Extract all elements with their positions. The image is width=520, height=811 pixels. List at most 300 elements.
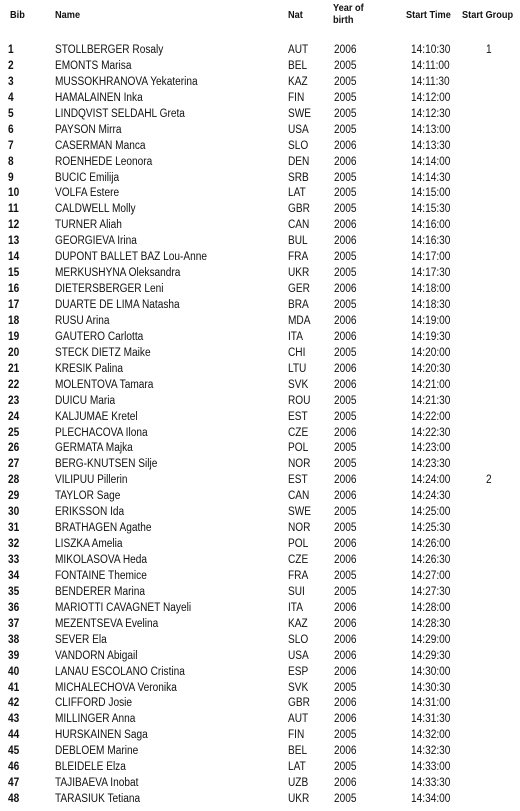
start-time-cell: 14:26:30 <box>411 554 451 566</box>
year-of-birth-cell: 2005 <box>334 346 357 359</box>
start-time-cell: 14:13:30 <box>411 139 451 152</box>
year-of-birth-cell: 2006 <box>334 745 357 758</box>
year-of-birth-cell: 2005 <box>334 59 357 72</box>
name-cell: BLEIDELE Elza <box>55 761 126 774</box>
year-of-birth-cell: 2006 <box>334 538 357 551</box>
nat-cell: UZB <box>288 777 309 790</box>
start-time-cell: 14:17:30 <box>411 267 451 280</box>
table-row <box>0 568 520 584</box>
start-group-cell <box>486 711 504 727</box>
nat-cell: FRA <box>288 569 309 582</box>
nat-cell: SLO <box>288 139 309 152</box>
nat-cell: BEL <box>288 745 308 758</box>
nat-cell: SWE <box>288 107 312 120</box>
bib-cell: 8 <box>8 155 14 168</box>
year-of-birth-cell: 2006 <box>334 235 357 248</box>
bib-cell: 47 <box>8 777 20 790</box>
nat-cell: CZE <box>288 426 309 439</box>
name-cell: MERKUSHYNA Oleksandra <box>55 267 181 280</box>
bib-cell: 27 <box>8 458 20 471</box>
start-group-cell <box>486 138 504 154</box>
name-cell: LANAU ESCOLANO Cristina <box>55 665 185 678</box>
table-row <box>0 791 520 807</box>
year-of-birth-cell: 2005 <box>334 442 357 455</box>
name-cell: LISZKA Amelia <box>55 538 123 551</box>
nat-cell: KAZ <box>288 617 308 630</box>
bib-cell: 13 <box>8 235 20 248</box>
name-cell: DUICU Maria <box>55 394 116 407</box>
start-group-cell <box>486 456 504 472</box>
name-cell: GAUTERO Carlotta <box>55 330 144 343</box>
bib-cell: 25 <box>8 426 20 439</box>
start-time-cell: 14:17:00 <box>411 251 451 264</box>
year-of-birth-cell: 2006 <box>334 665 357 678</box>
start-group-cell <box>486 106 504 122</box>
year-of-birth-cell: 2005 <box>334 506 357 519</box>
year-of-birth-cell: 2006 <box>334 330 357 343</box>
start-time-cell: 14:24:00 <box>411 474 451 487</box>
table-row <box>0 329 520 345</box>
year-of-birth-cell: 2005 <box>334 171 357 184</box>
bib-cell: 3 <box>8 75 14 88</box>
nat-cell: ITA <box>288 330 304 343</box>
year-of-birth-cell: 2006 <box>334 697 357 710</box>
table-row <box>0 680 520 696</box>
bib-cell: 43 <box>8 713 20 726</box>
start-time-cell: 14:25:30 <box>411 522 451 535</box>
start-group-cell <box>486 281 504 297</box>
start-time-cell: 14:15:30 <box>411 203 451 216</box>
name-cell: PLECHACOVA Ilona <box>55 426 148 439</box>
table-row <box>0 138 520 154</box>
nat-cell: ESP <box>288 665 309 678</box>
nat-cell: ITA <box>288 601 304 614</box>
start-time-cell: 14:32:00 <box>411 729 451 742</box>
table-row <box>0 600 520 616</box>
start-time-cell: 14:33:00 <box>411 761 451 774</box>
table-row <box>0 648 520 664</box>
nat-cell: UKR <box>288 267 310 280</box>
start-time-cell: 14:26:00 <box>411 538 451 551</box>
year-of-birth-cell: 2006 <box>334 617 357 630</box>
name-cell: BENDERER Marina <box>55 585 145 598</box>
name-cell: ERIKSSON Ida <box>55 506 125 519</box>
start-time-cell: 14:28:00 <box>411 601 451 614</box>
table-row <box>0 58 520 74</box>
start-time-cell: 14:21:30 <box>411 394 451 407</box>
header-name: Name <box>55 10 81 21</box>
year-of-birth-cell: 2006 <box>334 474 357 487</box>
start-time-cell: 14:31:30 <box>411 713 451 726</box>
table-row <box>0 759 520 775</box>
table-row <box>0 377 520 393</box>
year-of-birth-cell: 2006 <box>334 426 357 439</box>
table-row <box>0 345 520 361</box>
name-cell: MUSSOKHRANOVA Yekaterina <box>55 75 198 88</box>
table-row <box>0 584 520 600</box>
nat-cell: LAT <box>288 187 306 200</box>
table-row <box>0 727 520 743</box>
year-of-birth-cell: 2005 <box>334 267 357 280</box>
start-group-cell <box>486 440 504 456</box>
table-row <box>0 217 520 233</box>
start-time-cell: 14:27:30 <box>411 585 451 598</box>
bib-cell: 36 <box>8 601 20 614</box>
year-of-birth-cell: 2005 <box>334 75 357 88</box>
bib-cell: 38 <box>8 633 20 646</box>
bib-cell: 11 <box>8 203 19 216</box>
table-row <box>0 185 520 201</box>
bib-cell: 44 <box>8 729 20 742</box>
start-group-cell <box>486 265 504 281</box>
start-time-cell: 14:10:30 <box>411 44 451 56</box>
start-group-cell <box>486 58 504 74</box>
nat-cell: POL <box>288 538 309 551</box>
nat-cell: LAT <box>288 761 306 774</box>
year-of-birth-cell: 2006 <box>334 633 357 646</box>
name-cell: MICHALECHOVA Veronika <box>55 681 177 694</box>
name-cell: DUARTE DE LIMA Natasha <box>55 299 180 311</box>
table-row <box>0 249 520 265</box>
table-row <box>0 520 520 536</box>
start-time-cell: 14:19:00 <box>411 314 451 327</box>
nat-cell: USA <box>288 123 309 136</box>
bib-cell: 6 <box>8 123 14 136</box>
table-row <box>0 313 520 329</box>
year-of-birth-cell: 2005 <box>334 187 357 200</box>
table-row <box>0 488 520 504</box>
nat-cell: GBR <box>288 203 310 216</box>
bib-cell: 48 <box>8 793 20 806</box>
bib-cell: 34 <box>8 569 20 582</box>
header-start-group: Start Group <box>462 10 514 21</box>
name-cell: MOLENTOVA Tamara <box>55 378 154 391</box>
table-row <box>0 695 520 711</box>
bib-cell: 26 <box>8 442 20 455</box>
bib-cell: 16 <box>8 283 20 296</box>
start-group-cell <box>486 249 504 265</box>
header-bib: Bib <box>10 10 25 21</box>
name-cell: VANDORN Abigail <box>55 649 138 662</box>
start-group-cell <box>486 122 504 138</box>
start-time-cell: 14:16:00 <box>411 219 451 232</box>
year-of-birth-cell: 2005 <box>334 394 357 407</box>
start-group-cell <box>486 345 504 361</box>
start-time-cell: 14:20:00 <box>411 346 451 359</box>
bib-cell: 42 <box>8 697 20 710</box>
start-group-cell <box>486 90 504 106</box>
name-cell: VILIPUU Pillerin <box>55 474 128 487</box>
start-group-cell <box>486 568 504 584</box>
table-row <box>0 265 520 281</box>
start-group-cell <box>486 425 504 441</box>
start-time-cell: 14:11:30 <box>411 75 450 88</box>
nat-cell: EST <box>288 410 308 423</box>
bib-cell: 31 <box>8 522 20 535</box>
name-cell: STOLLBERGER Rosaly <box>55 44 164 56</box>
nat-cell: SVK <box>288 378 309 391</box>
bib-cell: 2 <box>8 59 14 72</box>
name-cell: MIKOLASOVA Heda <box>55 554 148 566</box>
table-row <box>0 616 520 632</box>
name-cell: DIETERSBERGER Leni <box>55 283 164 296</box>
start-group-cell <box>486 727 504 743</box>
bib-cell: 14 <box>8 251 20 264</box>
bib-cell: 30 <box>8 506 20 519</box>
name-cell: HURSKAINEN Saga <box>55 729 148 742</box>
name-cell: BUCIC Emilija <box>55 171 120 184</box>
start-time-cell: 14:24:30 <box>411 490 451 503</box>
start-time-cell: 14:15:00 <box>411 187 451 200</box>
start-group-cell <box>486 185 504 201</box>
name-cell: GERMATA Majka <box>55 442 133 455</box>
year-of-birth-cell: 2006 <box>334 283 357 296</box>
nat-cell: LTU <box>288 362 307 375</box>
start-group-cell <box>486 361 504 377</box>
start-time-cell: 14:31:00 <box>411 697 451 710</box>
nat-cell: ROU <box>288 394 311 407</box>
year-of-birth-cell: 2006 <box>334 649 357 662</box>
year-of-birth-cell: 2005 <box>334 681 357 694</box>
start-time-cell: 14:22:00 <box>411 410 451 423</box>
bib-cell: 5 <box>8 107 14 120</box>
year-of-birth-cell: 2005 <box>334 107 357 120</box>
bib-cell: 18 <box>8 314 20 327</box>
year-of-birth-cell: 2006 <box>334 713 357 726</box>
table-row <box>0 632 520 648</box>
start-time-cell: 14:14:00 <box>411 155 451 168</box>
name-cell: MEZENTSEVA Evelina <box>55 617 159 630</box>
year-of-birth-cell: 2006 <box>334 777 357 790</box>
bib-cell: 23 <box>8 394 20 407</box>
start-group-cell <box>486 536 504 552</box>
nat-cell: SRB <box>288 171 309 184</box>
table-row <box>0 552 520 568</box>
start-group-cell <box>486 743 504 759</box>
year-of-birth-cell: 2005 <box>334 123 357 136</box>
start-group-cell <box>486 664 504 680</box>
nat-cell: CHI <box>288 346 306 359</box>
nat-cell: NOR <box>288 522 311 535</box>
start-time-cell: 14:30:30 <box>411 681 451 694</box>
start-time-cell: 14:12:00 <box>411 91 451 104</box>
bib-cell: 39 <box>8 649 20 662</box>
bib-cell: 1 <box>8 44 14 56</box>
year-of-birth-cell: 2005 <box>334 793 357 806</box>
name-cell: MILLINGER Anna <box>55 713 136 726</box>
bib-cell: 37 <box>8 617 20 630</box>
year-of-birth-cell: 2005 <box>334 569 357 582</box>
start-time-cell: 14:23:00 <box>411 442 451 455</box>
start-time-cell: 14:27:00 <box>411 569 451 582</box>
nat-cell: AUT <box>288 44 309 56</box>
start-group-cell <box>486 409 504 425</box>
bib-cell: 24 <box>8 410 20 423</box>
header-year-line2: birth <box>333 15 354 26</box>
bib-cell: 17 <box>8 299 20 311</box>
bib-cell: 12 <box>8 219 20 232</box>
start-group-cell <box>486 488 504 504</box>
nat-cell: EST <box>288 474 308 487</box>
year-of-birth-cell: 2006 <box>334 139 357 152</box>
start-group-cell <box>486 154 504 170</box>
bib-cell: 21 <box>8 362 20 375</box>
name-cell: BERG-KNUTSEN Silje <box>55 458 158 471</box>
start-list-table <box>0 42 520 807</box>
year-of-birth-cell: 2006 <box>334 490 357 503</box>
name-cell: ROENHEDE Leonora <box>55 155 153 168</box>
nat-cell: CAN <box>288 490 310 503</box>
year-of-birth-cell: 2005 <box>334 761 357 774</box>
bib-cell: 33 <box>8 554 20 566</box>
start-group-cell <box>486 313 504 329</box>
start-group-cell <box>486 520 504 536</box>
start-time-cell: 14:20:30 <box>411 362 451 375</box>
nat-cell: SLO <box>288 633 309 646</box>
name-cell: STECK DIETZ Maike <box>55 346 151 359</box>
nat-cell: FRA <box>288 251 309 264</box>
start-time-cell: 14:32:30 <box>411 745 451 758</box>
name-cell: KALJUMAE Kretel <box>55 410 138 423</box>
bib-cell: 19 <box>8 330 20 343</box>
table-row <box>0 74 520 90</box>
nat-cell: NOR <box>288 458 311 471</box>
year-of-birth-cell: 2005 <box>334 91 357 104</box>
start-group-cell <box>486 584 504 600</box>
header-start-time: Start Time <box>406 10 451 21</box>
table-row <box>0 409 520 425</box>
start-time-cell: 14:34:00 <box>411 793 451 806</box>
table-row <box>0 154 520 170</box>
bib-cell: 45 <box>8 745 20 758</box>
start-time-cell: 14:29:30 <box>411 649 451 662</box>
start-group-cell <box>486 695 504 711</box>
nat-cell: DEN <box>288 155 310 168</box>
nat-cell: BRA <box>288 299 309 311</box>
bib-cell: 15 <box>8 267 20 280</box>
bib-cell: 29 <box>8 490 20 503</box>
name-cell: GEORGIEVA Irina <box>55 235 137 248</box>
start-group-cell: 1 <box>486 44 492 56</box>
table-row <box>0 664 520 680</box>
nat-cell: MDA <box>288 314 311 327</box>
table-row <box>0 504 520 520</box>
bib-cell: 9 <box>8 171 14 184</box>
table-row <box>0 711 520 727</box>
table-row <box>0 775 520 791</box>
name-cell: SEVER Ela <box>55 633 107 646</box>
table-row <box>0 472 520 488</box>
year-of-birth-cell: 2005 <box>334 522 357 535</box>
nat-cell: UKR <box>288 793 310 806</box>
name-cell: PAYSON Mirra <box>55 123 122 136</box>
start-group-cell <box>486 233 504 249</box>
name-cell: TARASIUK Tetiana <box>55 793 141 806</box>
year-of-birth-cell: 2005 <box>334 729 357 742</box>
year-of-birth-cell: 2006 <box>334 554 357 566</box>
name-cell: TAJIBAEVA Inobat <box>55 777 139 790</box>
table-row <box>0 90 520 106</box>
start-time-cell: 14:14:30 <box>411 171 451 184</box>
start-time-cell: 14:30:00 <box>411 665 451 678</box>
bib-cell: 4 <box>8 91 14 104</box>
bib-cell: 40 <box>8 665 20 678</box>
name-cell: MARIOTTI CAVAGNET Nayeli <box>55 601 192 614</box>
year-of-birth-cell: 2005 <box>334 299 357 311</box>
nat-cell: FIN <box>288 729 305 742</box>
name-cell: LINDQVIST SELDAHL Greta <box>55 107 185 120</box>
bib-cell: 32 <box>8 538 20 551</box>
year-of-birth-cell: 2005 <box>334 585 357 598</box>
start-group-cell <box>486 775 504 791</box>
table-row <box>0 170 520 186</box>
nat-cell: SUI <box>288 585 305 598</box>
start-group-cell <box>486 217 504 233</box>
name-cell: CLIFFORD Josie <box>55 697 133 710</box>
start-time-cell: 14:11:00 <box>411 59 450 72</box>
name-cell: KRESIK Palina <box>55 362 124 375</box>
table-row <box>0 361 520 377</box>
name-cell: VOLFA Estere <box>55 187 120 200</box>
year-of-birth-cell: 2006 <box>334 378 357 391</box>
start-group-cell <box>486 759 504 775</box>
start-time-cell: 14:29:00 <box>411 633 451 646</box>
start-time-cell: 14:23:30 <box>411 458 451 471</box>
nat-cell: SVK <box>288 681 309 694</box>
start-group-cell: 2 <box>486 474 492 487</box>
nat-cell: AUT <box>288 713 309 726</box>
bib-cell: 46 <box>8 761 20 774</box>
year-of-birth-cell: 2005 <box>334 203 357 216</box>
start-group-cell <box>486 393 504 409</box>
name-cell: CASERMAN Manca <box>55 139 146 152</box>
table-row <box>0 440 520 456</box>
table-row <box>0 42 520 58</box>
header-year-line1: Year of <box>333 3 364 14</box>
start-time-cell: 14:16:30 <box>411 235 451 248</box>
table-row <box>0 536 520 552</box>
start-group-cell <box>486 791 504 807</box>
bib-cell: 41 <box>8 681 20 694</box>
table-row <box>0 106 520 122</box>
name-cell: DUPONT BALLET BAZ Lou-Anne <box>55 251 208 264</box>
header-nat: Nat <box>288 10 303 21</box>
bib-cell: 35 <box>8 585 20 598</box>
year-of-birth-cell: 2005 <box>334 410 357 423</box>
name-cell: FONTAINE Themice <box>55 569 147 582</box>
start-group-cell <box>486 680 504 696</box>
table-row <box>0 233 520 249</box>
year-of-birth-cell: 2005 <box>334 251 357 264</box>
bib-cell: 20 <box>8 346 20 359</box>
start-time-cell: 14:18:30 <box>411 299 451 311</box>
year-of-birth-cell: 2006 <box>334 362 357 375</box>
nat-cell: CAN <box>288 219 310 232</box>
table-row <box>0 456 520 472</box>
start-group-cell <box>486 552 504 568</box>
table-row <box>0 393 520 409</box>
name-cell: BRATHAGEN Agathe <box>55 522 152 535</box>
year-of-birth-cell: 2006 <box>334 219 357 232</box>
nat-cell: USA <box>288 649 309 662</box>
name-cell: EMONTS Marisa <box>55 59 132 72</box>
nat-cell: SWE <box>288 506 312 519</box>
start-group-cell <box>486 297 504 313</box>
nat-cell: GER <box>288 283 310 296</box>
nat-cell: BUL <box>288 235 308 248</box>
bib-cell: 28 <box>8 474 20 487</box>
start-group-cell <box>486 74 504 90</box>
